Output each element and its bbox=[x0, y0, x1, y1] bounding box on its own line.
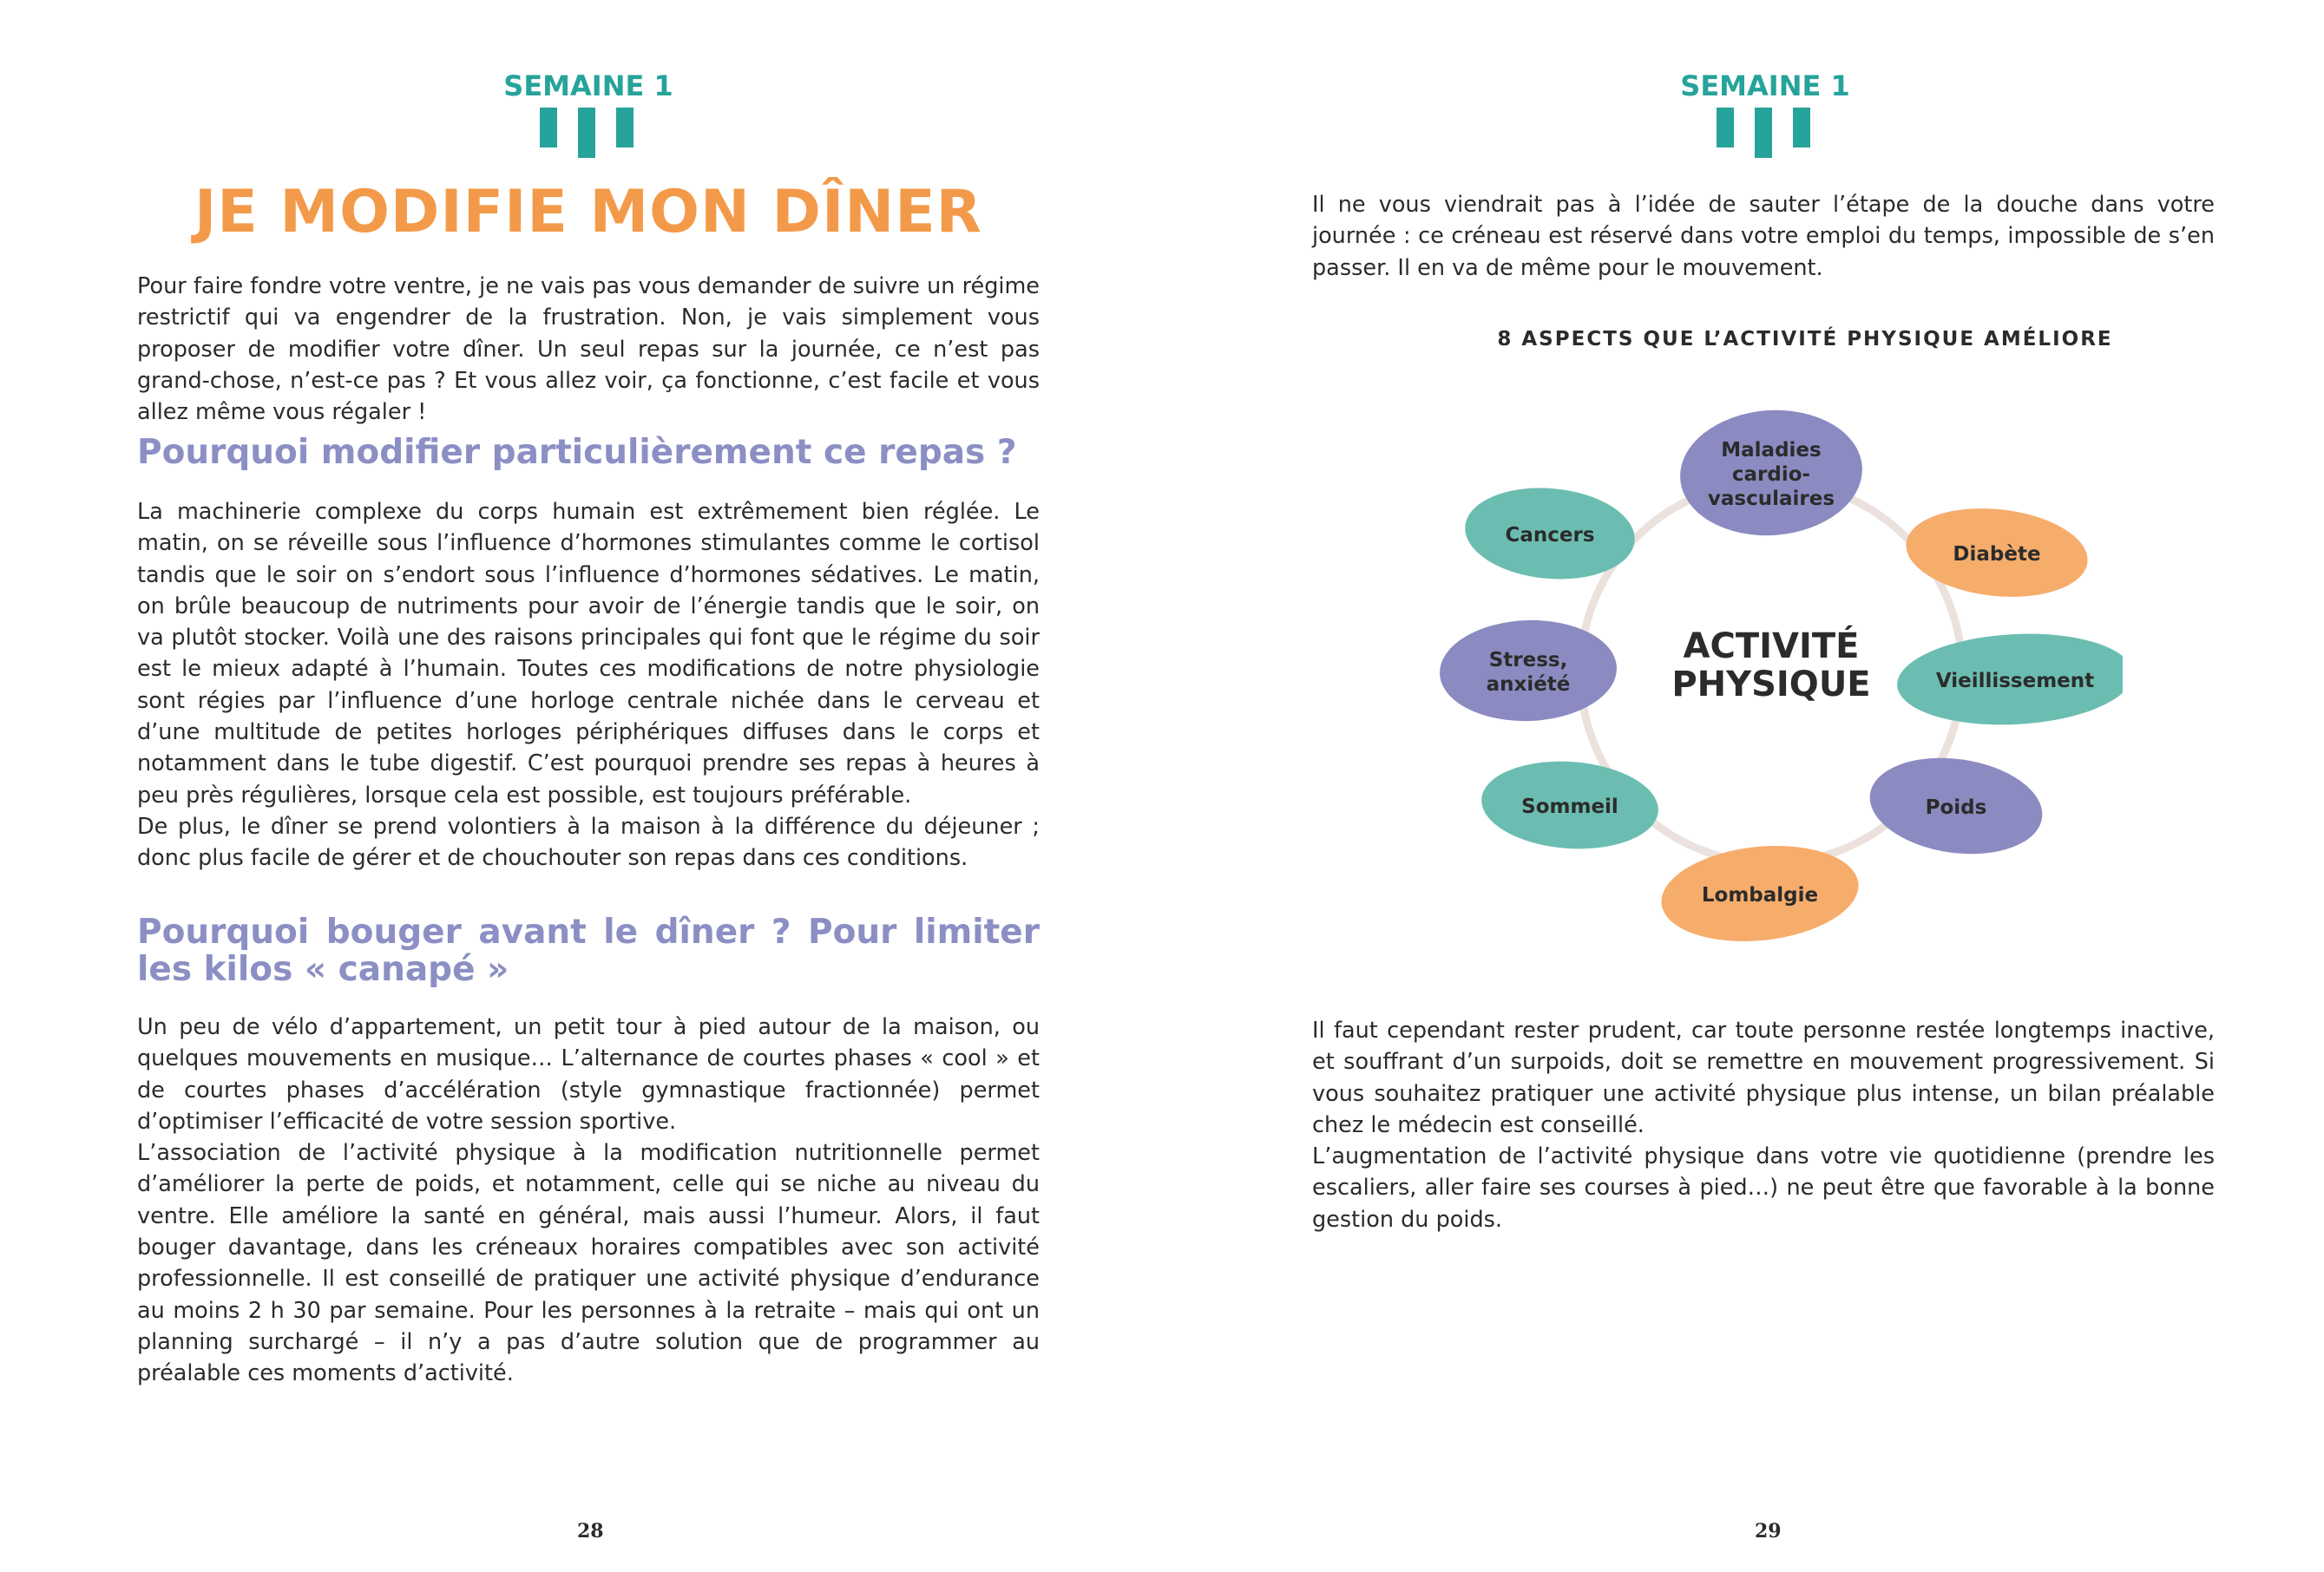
aspect-sommeil bbox=[1479, 756, 1661, 855]
aspect-stress-anxiete bbox=[1438, 617, 1618, 724]
aspect-label: Vieillissement bbox=[1935, 670, 2095, 692]
aspect-label: Cancers bbox=[1505, 524, 1595, 547]
aspect-label: Lombalgie bbox=[1701, 884, 1819, 907]
aspect-vieillissement bbox=[1894, 628, 2123, 730]
right-outro-paragraph: Il faut cependant rester prudent, car toute personne restée longtemps inactive, et souffrant d’un surpoids, doit se remettre en mouvement progressivement. Si vous souhaitez pratiquer une activité physique plus intense, un bilan préalable chez le médecin est conseillé. L’augmentation de l’activité physique dans votre vie quotidienne (prendre les escaliers, aller faire ses courses à pied…) ne peut être que favorable à la bonne gestion du poids. bbox=[1312, 1018, 2215, 1233]
week-label: SEMAINE 1 bbox=[503, 69, 673, 102]
aspect-label: Maladies bbox=[1721, 439, 1822, 462]
right-intro-paragraph: Il ne vous viendrait pas à l’idée de sauter l’étape de la douche dans votre journée : ce créneau est réservé dans votre emploi du temps, impossible de s’en passer. Il en va de même pour le mouvement. bbox=[1312, 192, 2215, 281]
diagram-center-line1: ACTIVITÉ bbox=[1683, 626, 1860, 666]
page-number-right: 29 bbox=[1755, 1520, 1782, 1543]
diagram-center-line2: PHYSIQUE bbox=[1671, 665, 1871, 704]
week-bars-icon bbox=[540, 108, 637, 158]
chapter-title: JE MODIFIE MON DÎNER bbox=[194, 178, 983, 246]
aspect-label: Poids bbox=[1925, 796, 1987, 819]
aspect-diabete bbox=[1901, 500, 2091, 605]
week-label: SEMAINE 1 bbox=[1680, 69, 1850, 102]
section-heading-repas: Pourquoi modifier particulièrement ce repas ? bbox=[137, 433, 1017, 472]
section-heading-bouger: Pourquoi bouger avant le dîner ? Pour limiter les kilos « canapé » bbox=[137, 913, 1040, 989]
week-marker-right bbox=[1678, 69, 1852, 158]
aspect-poids bbox=[1863, 748, 2048, 865]
activity-diagram bbox=[1411, 395, 2123, 950]
section-text-bouger: Un peu de vélo d’appartement, un petit tour à pied autour de la maison, ou quelques mouvements en musique… L’alternance de courtes phases « cool » et de courtes phases d’accélération (style gymnastique fractionnée) permet d’optimiser l’efficacité de votre session sportive. L’association de l’activité physique à la modification nutritionnelle permet d’améliorer la perte de poids, et notamment, celle qui se niche au niveau du ventre. Elle améliore la santé en général, mais aussi l’humeur. Alors, il faut bouger davantage, dans les créneaux horaires compatibles avec son activité professionnelle. Il est conseillé de pratiquer une activité physique d’endurance au moins 2 h 30 par semaine. Pour les personnes à la retraite – mais qui ont un planning surchargé – il n’y a pas d’autre solution que de programmer au préalable ces moments d’activité. bbox=[137, 1014, 1040, 1387]
diagram-title: 8 ASPECTS QUE L’ACTIVITÉ PHYSIQUE AMÉLIORE bbox=[1497, 328, 2113, 350]
intro-paragraph: Pour faire fondre votre ventre, je ne vais pas vous demander de suivre un régime restrictif qui va engendrer de la frustration. Non, je vais simplement vous proposer de modifier votre dîner. Un seul repas sur la journée, ce n’est pas grand-chose, n’est-ce pas ? Et vous allez voir, ça fonctionne, c’est facile et vous allez même vous régaler ! bbox=[137, 273, 1040, 426]
aspect-label: vasculaires bbox=[1707, 488, 1835, 510]
aspect-maladies-cardio-vasculaires bbox=[1676, 404, 1867, 541]
week-bars-icon bbox=[1717, 108, 1814, 158]
week-marker-left bbox=[502, 69, 675, 158]
aspect-label: Stress, bbox=[1488, 649, 1568, 671]
aspect-label: anxiété bbox=[1486, 673, 1571, 696]
aspect-label: cardio- bbox=[1731, 463, 1811, 486]
section-text-repas: La machinerie complexe du corps humain est extrêmement bien réglée. Le matin, on se réveille sous l’influence d’hormones stimulantes comme le cortisol tandis que le soir on s’endort sous l’influence d’hormones sédatives. Le matin, on brûle beaucoup de nutriments pour avoir de l’énergie tandis que le soir, on va plutôt stocker. Voilà une des raisons principales qui font que le régime du soir est le mieux adapté à l’humain. Toutes ces modifications de notre physiologie sont régies par l’influence d’une horloge centrale nichée dans le cerveau et d’une multitude de petites horloges périphériques diffuses dans le corps et notamment dans le tube digestif. C’est pourquoi prendre ses repas à heures à peu près régulières, lorsque cela est possible, est toujours préférable. De plus, le dîner se prend volontiers à la maison à la différence du déjeuner ; donc plus facile de gérer et de chouchouter son repas dans ces conditions. bbox=[137, 499, 1040, 872]
aspect-label: Diabète bbox=[1953, 543, 2041, 566]
page-number-left: 28 bbox=[577, 1520, 604, 1543]
aspect-label: Sommeil bbox=[1521, 796, 1618, 818]
